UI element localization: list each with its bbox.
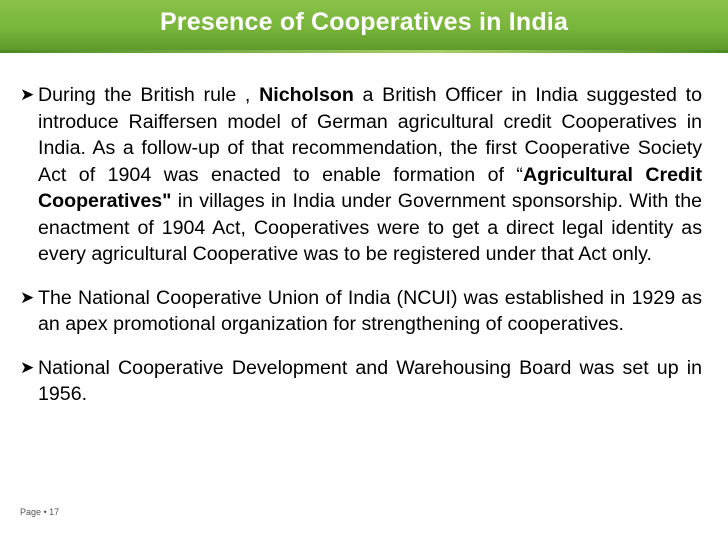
bullet-text (38, 285, 702, 338)
text-run: in villages in India under Government sponsorship. With the enactment of 1904 Act, Cooperatives were to get a direct legal identity as every agricultural Cooperative was to be registered under that Act only. (38, 190, 702, 265)
text-run: Nicholson (259, 84, 354, 106)
text-run: Agricultural Credit Cooperatives" (38, 163, 702, 212)
arrow-right-icon: ➤ (20, 287, 35, 307)
bullet-item (20, 82, 702, 268)
title-divider (0, 50, 728, 53)
bullet-item (20, 355, 702, 408)
text-run: During the British rule , (38, 84, 260, 106)
bullet-item (20, 285, 702, 338)
arrow-right-icon: ➤ (20, 85, 35, 104)
arrow-right-icon: ➤ (20, 357, 35, 377)
text-run: National Cooperative Development and Warehousing Board was set up in 1956. (38, 356, 702, 405)
bullet-text (38, 82, 702, 268)
bullet-text (38, 355, 702, 408)
slide-content (20, 82, 702, 425)
text-run: a British Officer in India suggested to introduce Raiffersen model of German agricultural credit Cooperatives in India. As a follow-up of that recommendation, the first Cooperative Society Act of 1904 was enacted to enable formation of “ (38, 84, 702, 186)
page-number: Page • 17 (20, 507, 60, 517)
text-run: The National Cooperative Union of India (NCUI) was established in 1929 as an apex promotional organization for strengthening of cooperatives. (38, 286, 702, 335)
slide-title: Presence of Cooperatives in India (159, 8, 569, 36)
